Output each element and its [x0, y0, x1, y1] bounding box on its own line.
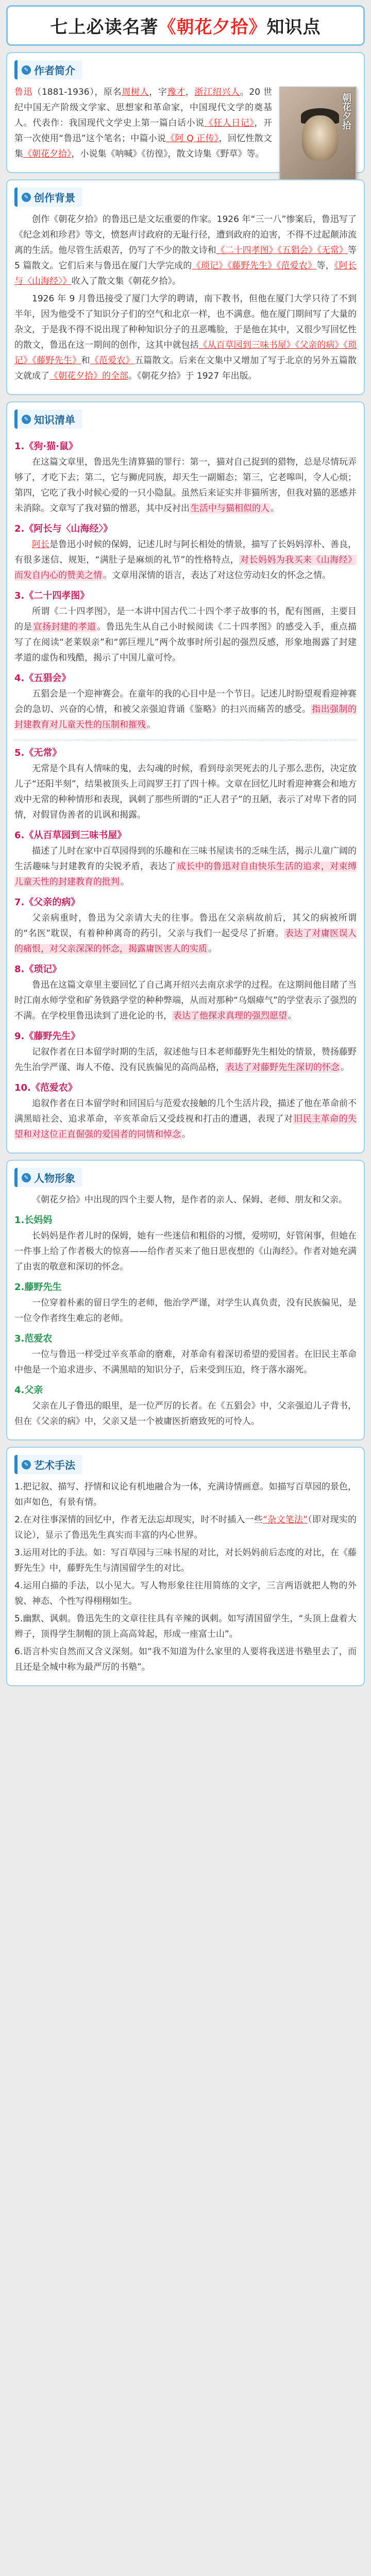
- chapter-summary: [14, 977, 357, 1024]
- section-summary-head: [14, 410, 82, 429]
- pencil-icon: ✎: [22, 1173, 31, 1182]
- text: ，小说集《呐喊》《彷徨》，散文诗集《野草》等。: [71, 149, 264, 159]
- section-characters-head: [14, 1168, 82, 1187]
- character-heading: 4.父亲: [14, 1385, 43, 1396]
- characters-card: [6, 1160, 365, 1440]
- text: 。鲁迅先生从自己小时候阅读《二十四孝图》的感受入手，重点描写了在阅读“老莱娱亲”和“郭巨埋儿”两个故事时所引起的强烈反感，形象地揭露了封建孝道的虚伪和残酷，揭示了中国儿童可怜。: [14, 622, 357, 663]
- background-card: [6, 179, 365, 395]
- section-characters-title: 人物形象: [34, 1172, 75, 1184]
- chapter-summary: [14, 686, 357, 733]
- text: ，回忆性散文集: [14, 133, 272, 159]
- work-title: 《阿 Q 正传》: [166, 133, 219, 144]
- section-author-head: [14, 60, 82, 79]
- work-title: 《范爱农》: [90, 355, 134, 366]
- chapter-heading: 6.《从百草园到三味书屋》: [14, 830, 127, 841]
- title-book: 《朝花夕拾》: [158, 17, 267, 38]
- character-description: 一位穿着朴素的留日学生的老师，他治学严谨，对学生认真负责，没有民族偏见，是一位令作者终生难忘的老师。: [14, 1298, 357, 1324]
- highlight: 对长妈妈为我买来《山海经》而发自内心的赞美之情: [14, 555, 357, 581]
- summary-card: [6, 401, 365, 1154]
- text: （即对现实的议论），显示了鲁迅先生真实而丰富的内心世界。: [14, 1515, 357, 1540]
- text: 。《朝花夕拾》于 1927 年出版。: [128, 371, 257, 381]
- text: 是鲁迅小时候的保姆，记述儿时与阿长相处的情景，描写了长妈妈淳朴、善良，有很多迷信、规矩，“满肚子是麻烦的礼节”的性格特点，: [14, 539, 357, 565]
- text: 五猖会是一个迎神赛会。在童年的我的心目中是一个节日。记述儿时盼望观看迎神赛会的急切、兴奋的心情，和被父亲强迫背诵《鉴略》的扫兴而痛苦的感受。: [14, 689, 357, 715]
- text: ，字: [149, 87, 167, 97]
- character-description: 一位与鲁迅一样受过辛亥革命的磨难，对革命有着深切希望的爱国者。在旧民主革命中他是一个追求进步、不满黑暗的知识分子，后来受到压迫，终于落水溺死。: [14, 1349, 357, 1375]
- text: 鲁迅在这篇文章里主要回忆了自己离开绍兴去南京求学的过程。在这期间他目睹了当时江南水师学堂和矿务铁路学堂的种种弊端，从而对那种“乌烟瘴气”的学堂表示了强烈的不满。在学校里鲁迅读到了进化论的书，: [14, 980, 357, 1021]
- title-suffix: 知识点: [266, 17, 321, 38]
- characters-intro: 《朝花夕拾》中出现的四个主要人物，是作者的亲人、保姆、老师、朋友和父亲。: [32, 1195, 347, 1205]
- character-name: 阿长: [32, 539, 50, 550]
- character-heading: 2.藤野先生: [14, 1282, 62, 1293]
- text: 描述了儿时在家中百草园得到的乐趣和在三味书屋读书的乏味生活，揭示儿童广阔的生活趣味与封建教育的尖锐矛盾，表达了: [14, 846, 357, 872]
- art-item: 5.幽默、讽刺。鲁迅先生的文章往往具有辛辣的讽刺。如写清国留学生，“头顶上盘着大辫子，顶得学生制帽的顶上高高耸起，形成一座富士山”。: [14, 1614, 357, 1639]
- text: 。: [182, 1129, 191, 1140]
- author-hometown: 浙江绍兴人: [194, 87, 240, 97]
- text: 2.在对往事深情的回忆中，作者无法忘却现实，时不时插入一些: [14, 1515, 263, 1525]
- work-title: 《琐记》《藤野先生》《范爱农》: [192, 261, 317, 271]
- cover-portrait: [302, 115, 338, 161]
- text: 。20 世纪中国无产阶级文学家、思想家和革命家，中国现代文学的奠基人。代表作：我国现代文学史上第一篇白话小说: [14, 87, 273, 128]
- chapter-heading: 10.《范爱农》: [14, 1082, 77, 1093]
- work-title: 《从百草园到三味书屋》《父亲的病》《琐记》《藤野先生》: [14, 340, 357, 366]
- work-title: 《朝花夕拾》的全部: [49, 371, 128, 381]
- work-title: 《狂人日记》: [204, 118, 255, 128]
- text: 在这篇文章里，鲁迅先生清算猫的罪行：第一，猫对自己捉到的猎物，总是尽情玩弄够了，才吃下去；第二，它与狮虎同族，却天生一副媚态；第三，它老嗥叫，令人心烦；第四，它吃了我小时候心爱的一只小隐鼠。虽然后来证实并非猫所害，但我对猫的恶感并未消除。文章写了我对猫的憎恶，其中反衬出: [14, 457, 357, 514]
- text: 。: [147, 720, 156, 730]
- text: 。: [208, 944, 217, 954]
- art-item: 6.语言朴实自然而又含义深刻。如“我不知道为什么家里的人要将我送进书塾里去了，而且还是全城中称为最严厉的书塾”。: [14, 1647, 357, 1672]
- chapter-heading: 5.《无常》: [14, 748, 62, 758]
- highlight: 宣扬封建的孝道: [33, 622, 96, 632]
- art-item: 3.运用对比的手法。如：写百草园与三味书屋的对比，对长妈妈前后态度的对比，在《藤野先生》中，藤野先生与清国留学生的对比。: [14, 1548, 357, 1573]
- text: 。: [288, 1011, 297, 1021]
- text: 等，: [316, 261, 334, 271]
- text: 父亲病重时，鲁迅为父亲请大夫的往事。鲁迅在父亲病故前后，其父的病被所谓的“名医”耽误，有着种种离奇的药引，父亲与我们一起受尽了折磨。: [14, 913, 357, 939]
- text: 。文章用深情的语言，表达了对这位劳动妇女的怀念之情。: [103, 570, 331, 581]
- section-art-title: 艺术手法: [34, 1459, 75, 1471]
- art-item: 1.把记叙、描写、抒情和议论有机地融合为一体，充满诗情画意。如描写百草园的景色，如声如色，有景有情。: [14, 1482, 357, 1507]
- chapter-heading: 2.《阿长与〈山海经〉》: [14, 523, 113, 534]
- section-summary-title: 知识清单: [34, 414, 75, 426]
- highlight: 旧民主革命的失望和对这位正直倔强的爱国者的同情和悼念: [14, 1114, 357, 1140]
- highlight: “杂文笔法”: [263, 1515, 308, 1525]
- highlight: 生活中与猫相似的人: [191, 503, 269, 514]
- text: 收入了散文集《朝花夕拾》。: [71, 276, 181, 286]
- chapter-heading: 7.《父亲的病》: [14, 897, 80, 908]
- character-heading: 1.长妈妈: [14, 1215, 53, 1226]
- text: 和: [81, 355, 90, 366]
- cover-title: 朝花夕拾: [341, 93, 351, 130]
- background-paragraph-2: [14, 291, 357, 384]
- text: 追叙作者在日本留学时和回国后与范爱农接触的几个生活片段，描述了他在革命前不满黑暗社会、追求革命，辛亥革命后又受歧视和打击的遭遇，表现了对: [14, 1098, 357, 1124]
- highlight: 表达了对藤野先生深切的怀念: [226, 1062, 340, 1073]
- title-prefix: 七上必读名著: [50, 17, 159, 38]
- chapter-heading: 8.《琐记》: [14, 964, 62, 975]
- highlight: 成长中的鲁迅对自由快乐生活的追求，对束缚儿童天性的封建教育的批判: [14, 861, 357, 887]
- background-paragraph-1: [14, 212, 357, 289]
- chapter-summary: [14, 604, 357, 666]
- author-card: [6, 52, 365, 173]
- author-name: 鲁迅: [14, 87, 33, 97]
- text: 。: [271, 503, 279, 514]
- text: （1881-1936），原名: [32, 87, 122, 97]
- pencil-icon: ✎: [22, 415, 31, 424]
- chapter-heading: 1.《狗·猫·鼠》: [14, 441, 78, 452]
- chapter-summary: [14, 1044, 357, 1075]
- work-title: 《朝花夕拾》: [23, 149, 72, 159]
- author-intro: [14, 84, 357, 162]
- text: ，: [185, 87, 195, 97]
- art-item: 4.运用白描的手法，以小见大。写人物形象往往用简练的文字，三言两语就把人物的外貌、神态、个性写得栩栩如生。: [14, 1581, 357, 1606]
- chapter-summary: [14, 1096, 357, 1142]
- art-item: [14, 1512, 357, 1543]
- art-card: [6, 1447, 365, 1686]
- chapter-heading: 3.《二十四孝图》: [14, 590, 90, 601]
- character-description: 父亲在儿子鲁迅的眼里，是一位严厉的长者。在《五猖会》中，父亲强迫儿子背书，但在《父亲的病》中，父亲又是一个被庸医折磨致死的可怜人。: [14, 1401, 357, 1427]
- pencil-icon: ✎: [22, 193, 31, 202]
- character-heading: 3.范爱农: [14, 1333, 53, 1344]
- chapter-heading: 4.《五猖会》: [14, 673, 71, 684]
- highlight: 指出强制的封建教育对儿童天性的压制和摧残: [14, 704, 357, 730]
- highlight: 表达了他探求真理的强烈愿望: [173, 1011, 287, 1021]
- text: 五篇散文。后来在文集中又增加了写于北京的另外五篇散文就成了: [14, 355, 357, 381]
- text: 记叙作者在日本留学时期的生活，叙述他与日本老师藤野先生相处的情景，赞扬藤野先生治学严谨、诲人不倦、没有民族偏见的高尚品格，: [14, 1047, 357, 1073]
- text: ，开第一次使用“鲁迅”这个笔名；中篇小说: [14, 118, 273, 144]
- text: 创作《朝花夕拾》的鲁迅已是文坛重要的作家。1926 年“三一八”惨案后，鲁迅写了《纪念刘和珍君》等文，愤怒声讨政府的无耻行径，遭到政府的迫害，不得不过起颠沛流离的生活。他尽管生活艰苦，仍写了不少的散文诗和: [14, 214, 357, 256]
- pencil-icon: ✎: [22, 65, 31, 75]
- chapter-summary: [14, 537, 357, 583]
- chapter-summary: 无常是个具有人情味的鬼，去勾魂的时候，看到母亲哭死去的儿子那么悲伤，决定放儿子“还阳半刻”，结果被顶头上司阎罗王打了四十棒。文章在回忆儿时看迎神赛会和地方戏中无常的种种情形和表现，讽刺了那些所谓的“正人君子”的丑陋，表示了对卑下者的同情，对假冒伪善者的讥讽和揭露。: [14, 764, 357, 820]
- author-courtesy: 豫才: [167, 87, 185, 97]
- section-author-title: 作者简介: [34, 64, 75, 77]
- chapter-summary: [14, 910, 357, 957]
- work-title: 《阿长与〈山海经〉》: [14, 261, 357, 286]
- book-cover-image: [279, 87, 357, 190]
- work-title: 《二十四孝图》《五猖会》《无常》: [216, 245, 348, 256]
- text: 。: [121, 877, 129, 887]
- section-background-head: [14, 188, 82, 207]
- pencil-icon: ✎: [22, 1460, 31, 1469]
- text: 1926 年 9 月鲁迅接受了厦门大学的聘请，南下教书，但他在厦门大学只待了不到半年，因为他受不了知识分子们的空气和北京一样，也不满意。他在厦门期间写了大量的杂文，于是我不得不说出现了种种知识分子的丑恶嘴脸，于是他在其中，又很少写回忆性的散文，鲁迅在这一期间的创作，这其中就包括: [14, 294, 357, 350]
- text: 所谓《二十四孝图》，是一本讲中国古代二十四个孝子故事的书，配有图画，主要目的是: [14, 606, 357, 632]
- highlight: 表达了对庸医误人的痛恨，对父亲深深的怀念，揭露庸医害人的实质: [14, 928, 357, 954]
- character-description: 长妈妈是作者儿时的保姆，她有一些迷信和粗俗的习惯，爱唠叨，好管闲事，但她在一件事上给了作者极大的惊喜——给作者买来了他日思夜想的《山海经》。作者对她充满了由衷的敬意和深切的怀念。: [14, 1231, 357, 1272]
- section-art-head: [14, 1455, 82, 1474]
- text: 。: [341, 1062, 349, 1073]
- chapter-summary: [14, 454, 357, 516]
- page-title: [6, 5, 365, 46]
- author-realname: 周树人: [122, 87, 149, 97]
- chapter-heading: 9.《藤野先生》: [14, 1031, 80, 1042]
- chapter-summary: [14, 843, 357, 890]
- section-background-title: 创作背景: [34, 192, 75, 204]
- text: 等 5 篇散文。它们后来与鲁迅在厦门大学完成的: [14, 245, 357, 271]
